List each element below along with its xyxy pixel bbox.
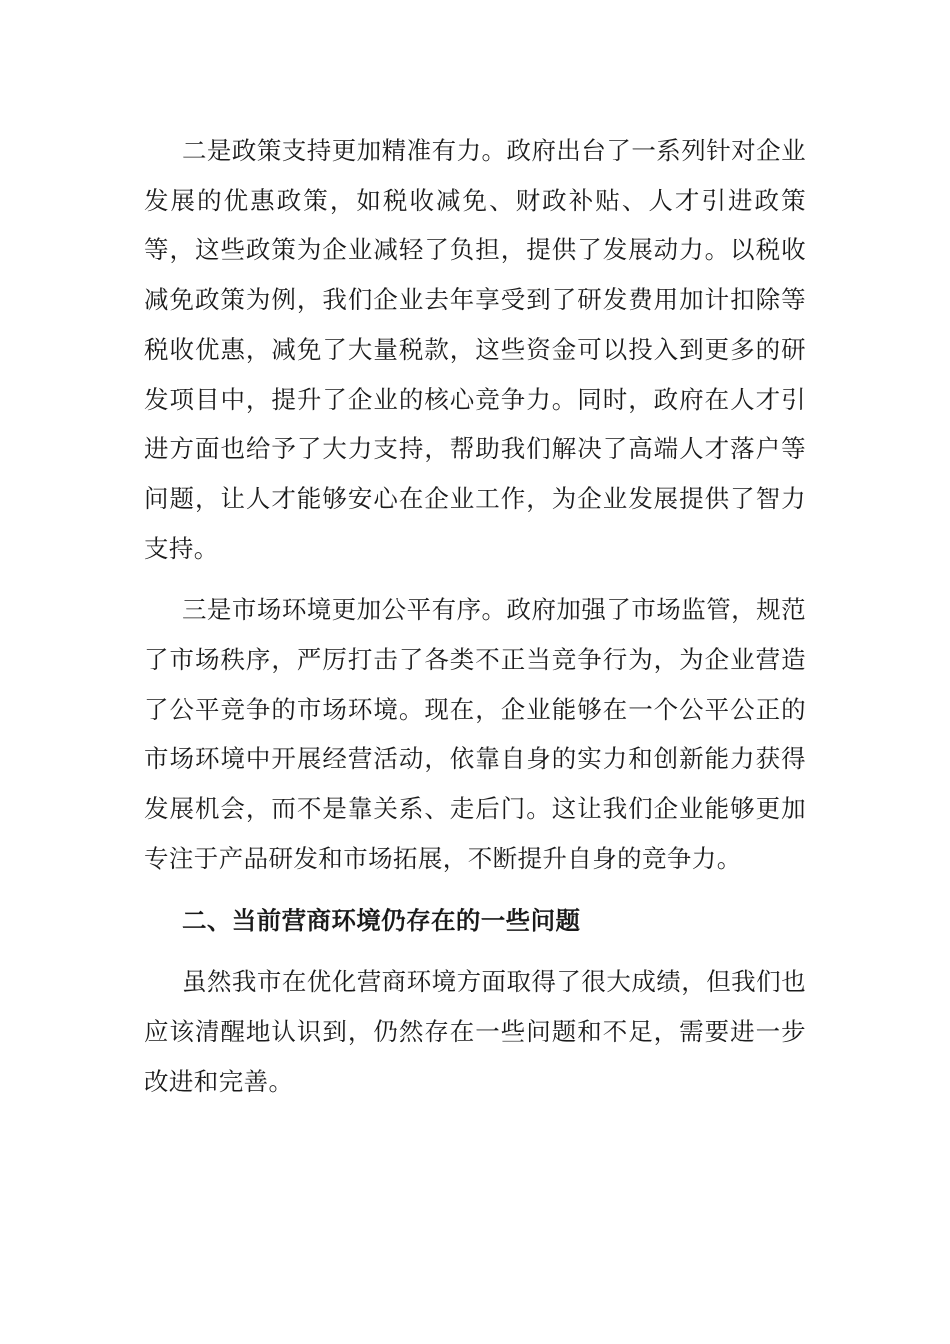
paragraph-policy-support: 二是政策支持更加精准有力。政府出台了一系列针对企业发展的优惠政策，如税收减免、财政补贴、人才引进政策等，这些政策为企业减轻了负担，提供了发展动力。以税收减免政策为例，我们企业去年享受到了研发费用加计扣除等税收优惠，减免了大量税款，这些资金可以投入到更多的研发项目中，提升了企业的核心竞争力。同时，政府在人才引进方面也给予了大力支持，帮助我们解决了高端人才落户等问题，让人才能够安心在企业工作，为企业发展提供了智力支持。: [144, 136, 806, 563]
section-heading: 二、当前营商环境仍存在的一些问题: [181, 905, 581, 935]
document-body: [144, 126, 806, 1106]
paragraph-market-environment: 三是市场环境更加公平有序。政府加强了市场监管，规范了市场秩序，严厉打击了各类不正当竞争行为，为企业营造了公平竞争的市场环境。现在，企业能够在一个公平公正的市场环境中开展经营活动，依靠自身的实力和创新能力获得发展机会，而不是靠关系、走后门。这让我们企业能够更加专注于产品研发和市场拓展，不断提升自身的竞争力。: [144, 595, 806, 873]
paragraph-intro-problems: 虽然我市在优化营商环境方面取得了很大成绩，但我们也应该清醒地认识到，仍然存在一些问题和不足，需要进一步改进和完善。: [144, 967, 806, 1096]
